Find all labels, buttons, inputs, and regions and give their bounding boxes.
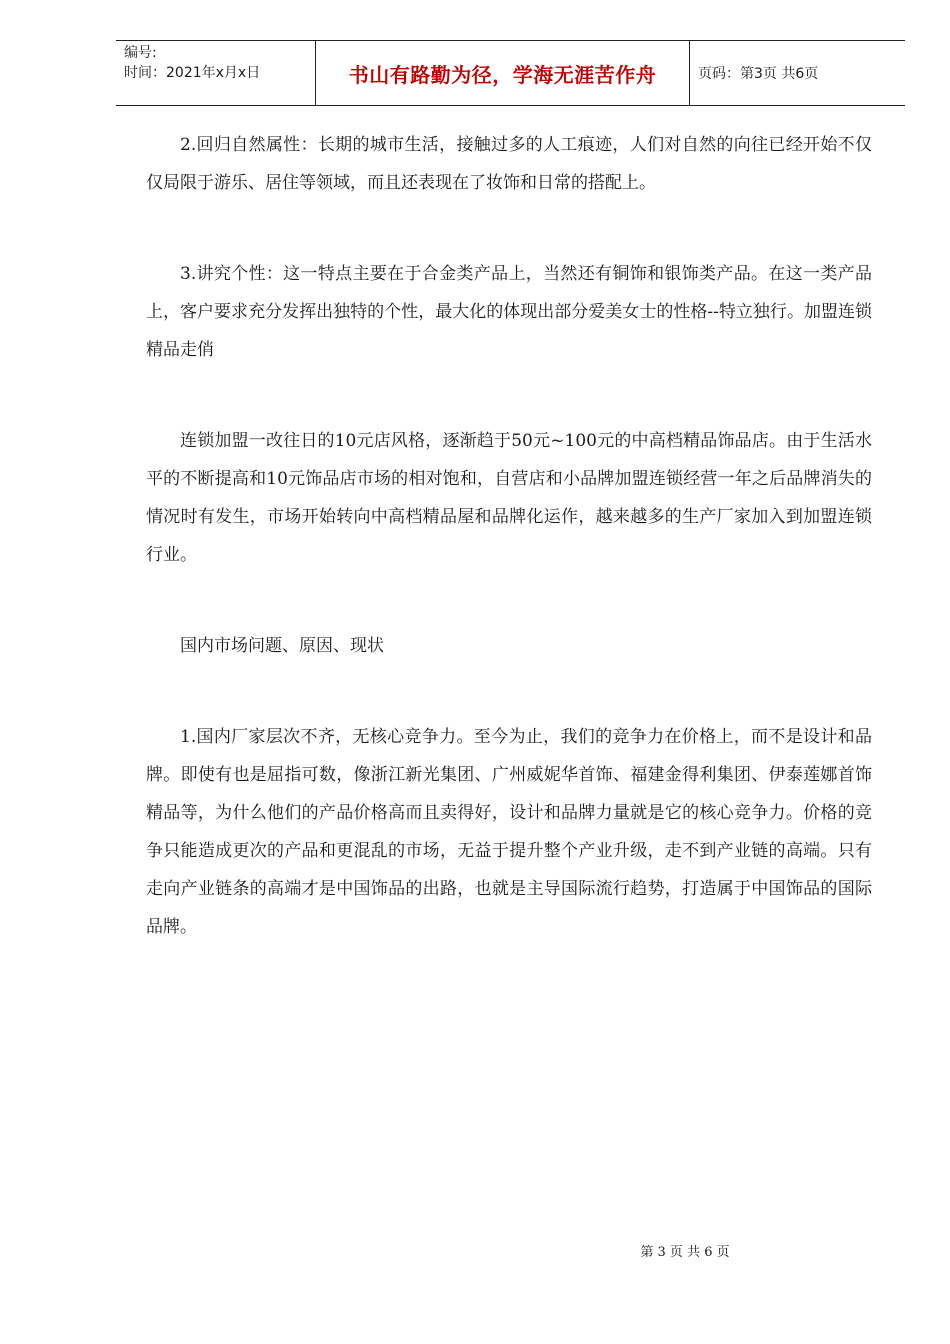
section-heading-domestic-market: 国内市场问题、原因、现状	[180, 636, 384, 656]
paragraph-individuality: 3.讲究个性：这一特点主要在于合金类产品上，当然还有铜饰和银饰类产品。在这一类产品上，客户要求充分发挥出独特的个性，最大化的体现出部分爱美女士的性格--特立独行。加盟连锁精品走俏	[146, 264, 872, 360]
document-number-label: 编号:	[124, 45, 157, 61]
header-meta	[116, 41, 316, 105]
document-body	[146, 126, 872, 946]
header-page-number: 页码：第3页 共6页	[698, 66, 819, 82]
paragraph-franchise: 连锁加盟一改往日的10元店风格，逐渐趋于50元~100元的中高档精品饰品店。由于生活水平的不断提高和10元饰品店市场的相对饱和，自营店和小品牌加盟连锁经营一年之后品牌消失的情况时有发生，市场开始转向中高档精品屋和品牌化运作，越来越多的生产厂家加入到加盟连锁行业。	[146, 431, 872, 565]
page-footer	[0, 1241, 950, 1260]
paragraph-domestic-manufacturers: 1.国内厂家层次不齐，无核心竞争力。至今为止，我们的竞争力在价格上，而不是设计和品牌。即使有也是屈指可数，像浙江新光集团、广州威妮华首饰、福建金得利集团、伊泰莲娜首饰精品等，为什么他们的产品价格高而且卖得好，设计和品牌力量就是它的核心竞争力。价格的竞争只能造成更次的产品和更混乱的市场，无益于提升整个产业升级，走不到产业链的高端。只有走向产业链条的高端才是中国饰品的出路，也就是主导国际流行趋势，打造属于中国饰品的国际品牌。	[146, 727, 872, 937]
paragraph-natural-attribute: 2.回归自然属性：长期的城市生活，接触过多的人工痕迹，人们对自然的向往已经开始不仅仅局限于游乐、居住等领域，而且还表现在了妆饰和日常的搭配上。	[146, 135, 872, 193]
header-motto: 书山有路勤为径，学海无涯苦作舟	[316, 41, 690, 105]
footer-page-number: 第 3 页 共 6 页	[640, 1245, 730, 1260]
document-time-label: 时间：2021年x月x日	[124, 65, 261, 81]
page-header	[116, 40, 905, 106]
